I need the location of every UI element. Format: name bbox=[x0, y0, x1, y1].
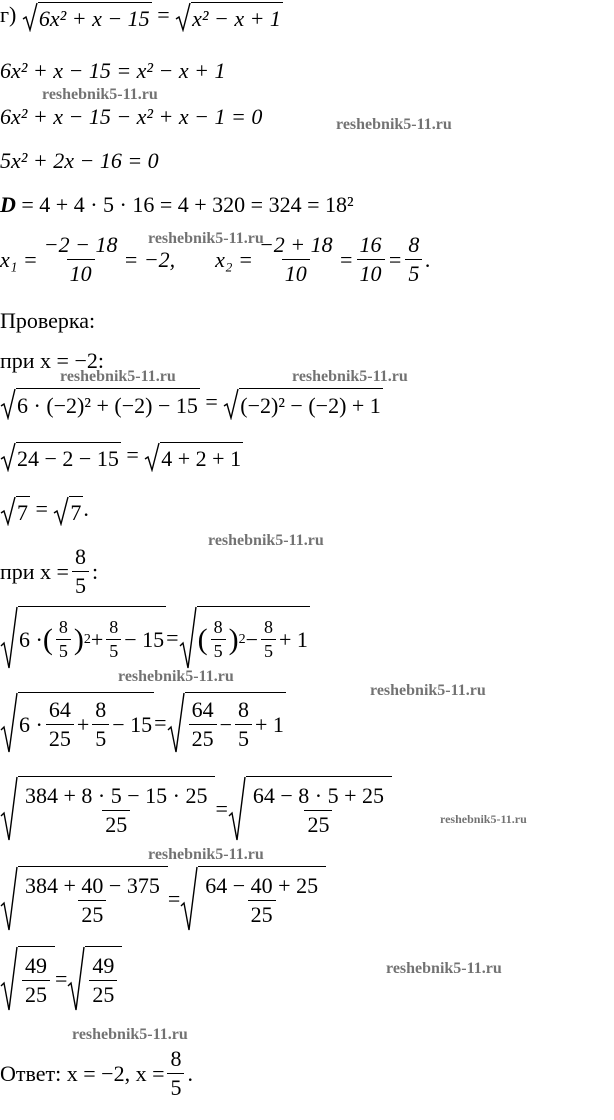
watermark: reshebnik5-11.ru bbox=[60, 368, 176, 385]
watermark: reshebnik5-11.ru bbox=[42, 86, 158, 103]
watermark: reshebnik5-11.ru bbox=[148, 846, 264, 863]
line-1: г) 6x² + x − 15 = x² − x + 1 bbox=[0, 2, 281, 31]
x2-fraction: $\frac{-2 + 18}{10}$ bbox=[258, 232, 333, 286]
line-4: 5x² + 2x − 16 = 0 bbox=[0, 148, 159, 173]
watermark: reshebnik5-11.ru bbox=[370, 682, 486, 699]
watermark: reshebnik5-11.ru bbox=[72, 1026, 188, 1043]
check-1-line-3: 7 = 7 . bbox=[0, 496, 89, 526]
radical-rhs: x² − x + 1 bbox=[175, 2, 283, 32]
x1-fraction: $\frac{-2 - 18}{10}$ bbox=[43, 232, 118, 286]
case-1-heading: при x = −2: bbox=[0, 348, 104, 373]
check-1-line-1: 6 · (−2)² + (−2) − 15 = (−2)² − (−2) + 1 bbox=[0, 388, 383, 420]
check-2-line-1: 6 · ( $\frac{8}{5}$ ) 2 + $\frac{8}{5}$ − 15 = ( $\frac{8}{5}$ ) 2 − $\frac{8}{5}$ + 1 bbox=[0, 606, 310, 670]
case-2-heading: при x = $\frac{8}{5}$ : bbox=[0, 544, 99, 598]
answer-line: Ответ: x = −2, x = $\frac{8}{5}$ . bbox=[0, 1046, 193, 1100]
radical-lhs: 6x² + x − 15 bbox=[22, 2, 152, 32]
check-2-line-4: $\frac{384 + 40 - 375}{25}$ = $\frac{64 - 40 + 25}{25}$ bbox=[0, 866, 326, 932]
watermark: reshebnik5-11.ru bbox=[336, 116, 452, 133]
watermark: reshebnik5-11.ru bbox=[148, 230, 264, 247]
check-2-line-2: 6 · $\frac{64}{25}$ + $\frac{8}{5}$ − 15 = $\frac{64}{25}$ − $\frac{8}{5}$ + 1 bbox=[0, 692, 286, 754]
watermark: reshebnik5-11.ru bbox=[440, 812, 527, 826]
check-2-line-5: $\frac{49}{25}$ = $\frac{49}{25}$ bbox=[0, 946, 122, 1012]
check-1-line-2: 24 − 2 − 15 = 4 + 2 + 1 bbox=[0, 442, 243, 472]
watermark: reshebnik5-11.ru bbox=[292, 368, 408, 385]
watermark: reshebnik5-11.ru bbox=[386, 960, 502, 977]
roots-line: x₁ = $\frac{-2 - 18}{10}$ = −2, x₂ = $\frac{-2 + 18}{10}$ = $\frac{16}{10}$ = $\frac{8}{5}$ . bbox=[0, 232, 431, 286]
line-3: 6x² + x − 15 − x² + x − 1 = 0 bbox=[0, 104, 263, 129]
item-label: г) bbox=[0, 2, 17, 28]
line-5: D = 4 + 4 · 5 · 16 = 4 + 320 = 324 = 18² bbox=[0, 192, 354, 217]
check-2-line-3: $\frac{384 + 8 \cdot 5 - 15 \cdot 25}{25}$ = $\frac{64 - 8 \cdot 5 + 25}{25}$ bbox=[0, 776, 392, 842]
discriminant-symbol: D bbox=[0, 192, 16, 217]
line-2: 6x² + x − 15 = x² − x + 1 bbox=[0, 58, 226, 83]
check-heading: Проверка: bbox=[0, 308, 96, 333]
watermark: reshebnik5-11.ru bbox=[208, 532, 324, 549]
watermark: reshebnik5-11.ru bbox=[118, 668, 234, 685]
